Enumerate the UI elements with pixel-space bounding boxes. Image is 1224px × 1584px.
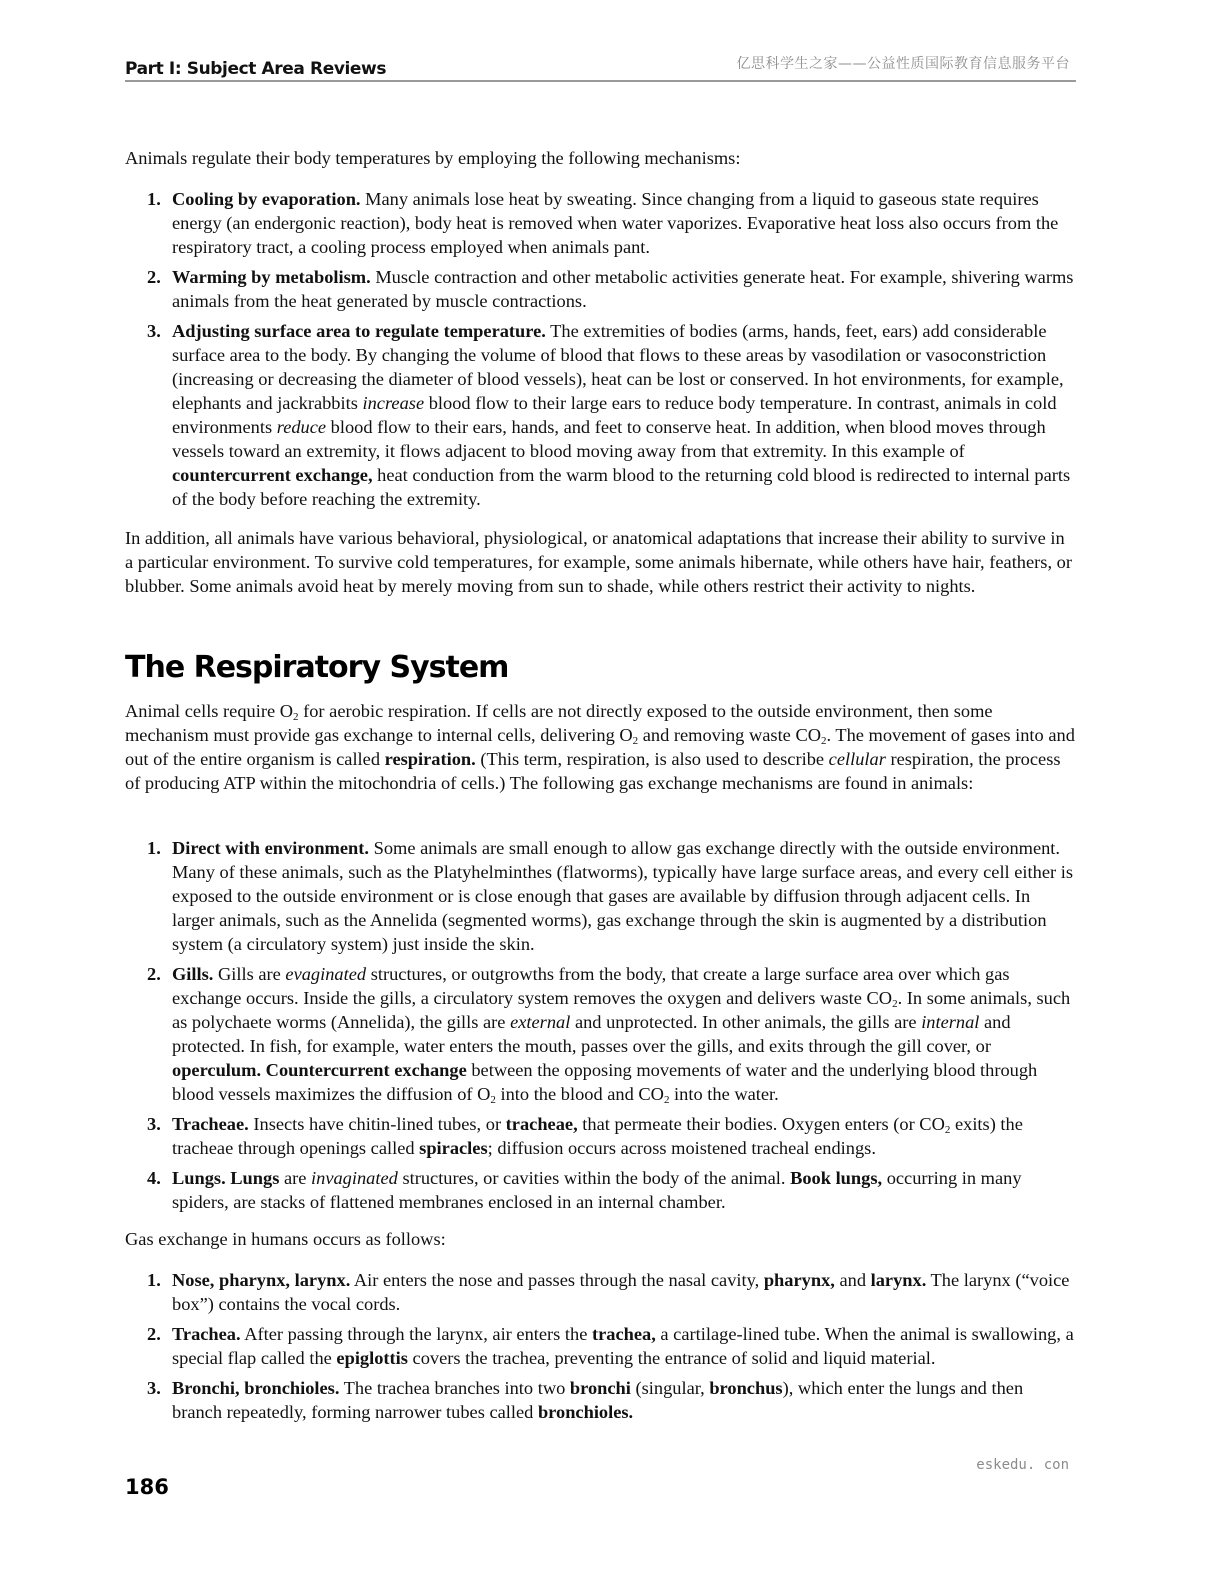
bold-term: Book lungs,	[790, 1168, 883, 1188]
italic-term: invaginated	[311, 1168, 398, 1188]
list-item: 4. Lungs. Lungs are invaginated structures, or cavities within the body of the animal. Book lungs, occurring in many spiders, are stacks of flattened membranes enclosed in an internal chamber.	[147, 1168, 1022, 1212]
list-number: 2.	[147, 964, 161, 984]
bold-term: Lungs. Lungs	[172, 1168, 280, 1188]
bold-term: Cooling by evaporation.	[172, 189, 361, 209]
bold-term: bronchioles.	[537, 1402, 634, 1422]
list-item: 2. Gills. Gills are evaginated structures, or outgrowths from the body, that create a large surface area over which gas exchange occurs. Inside the gills, a circulatory system removes the oxygen and delivers waste $CO_2$. In some animals, such as polychaete worms (Annelida), the gills are external and unprotected. In other animals, the gills are internal and protected. In fish, for example, water enters the mouth, passes over the gills, and exits through the gill cover, or operculum. Countercurrent exchange between the opposing movements of water and the underlying blood through blood vessels maximizes the diffusion of $O_2$ into the blood and $CO_2$ into the water.	[147, 964, 1071, 1106]
bold-term: Tracheae.	[172, 1114, 249, 1134]
bold-term: larynx.	[870, 1270, 927, 1290]
subscript: 2	[944, 1124, 951, 1136]
list-item: 1. Nose, pharynx, larynx. Air enters the nose and passes through the nasal cavity, pharynx, and larynx. The larynx (“voice box”) contains the vocal cords.	[147, 1270, 1070, 1314]
list-item: 1. Cooling by evaporation. Many animals lose heat by sweating. Since changing from a liquid to gaseous state requires energy (an endergonic reaction), body heat is removed when water vaporizes. Evaporative heat loss also occurs from the respiratory tract, a cooling process employed when animals pant.	[147, 189, 1059, 257]
subscript: 2	[892, 998, 898, 1010]
running-header	[125, 52, 1076, 82]
list-number: 2.	[147, 1324, 161, 1344]
bold-term: trachea,	[591, 1324, 656, 1344]
bold-term: Trachea.	[172, 1324, 241, 1344]
bold-term: bronchi	[569, 1378, 631, 1398]
human-gas-exchange-list	[125, 1268, 1077, 1430]
section-heading: The Respiratory System	[125, 650, 509, 685]
bold-term: spiracles	[419, 1138, 488, 1158]
part-title: Part I: Subject Area Reviews	[125, 59, 387, 79]
list-number: 2.	[147, 267, 161, 287]
list-number: 1.	[147, 838, 161, 858]
bold-term: respiration.	[384, 749, 476, 769]
intro-paragraph: Animals regulate their body temperatures by employing the following mechanisms:	[125, 148, 741, 168]
italic-term: reduce	[276, 417, 327, 437]
adaptations-paragraph: In addition, all animals have various behavioral, physiological, or anatomical adaptations that increase their ability to survive in a particular environment. To survive cold temperatures, for example, some animals hibernate, while others have hair, feathers, or blubber. Some animals avoid heat by merely moving from sun to shade, while others restrict their activity to nights.	[125, 528, 1072, 596]
subscript: 2	[821, 735, 827, 747]
humans-intro-paragraph: Gas exchange in humans occurs as follows:	[125, 1229, 446, 1249]
watermark-text: 亿思科学生之家——公益性质国际教育信息服务平台	[736, 56, 1070, 72]
subscript: 2	[490, 1094, 496, 1106]
italic-term: cellular	[828, 749, 886, 769]
bold-term: operculum. Countercurrent exchange	[172, 1060, 467, 1080]
footer-watermark-url: eskedu. con	[976, 1457, 1069, 1473]
bold-term: Bronchi, bronchioles.	[172, 1378, 340, 1398]
list-item: 1. Direct with environment. Some animals are small enough to allow gas exchange directly with the outside environment. Many of these animals, such as the Platyhelminthes (flatworms), typically have large surface areas, and every cell either is exposed to the outside environment or is close enough that gases are available by diffusion through adjacent cells. In larger animals, such as the Annelida (segmented worms), gas exchange through the skin is augmented by a distribution system (a circulatory system) just inside the skin.	[147, 838, 1073, 954]
respiration-intro-paragraph: Animal cells require $O_2$ for aerobic respiration. If cells are not directly exposed to the outside environment, then some mechanism must provide gas exchange to internal cells, delivering $O_2$ and removing waste $CO_2$. The movement of gases into and out of the entire organism is called respiration. (This term, respiration, is also used to describe cellular respiration, the process of producing ATP within the mitochondria of cells.) The following gas exchange mechanisms are found in animals:	[125, 701, 1075, 793]
bold-term: Direct with environment.	[172, 838, 369, 858]
list-item: 2. Trachea. After passing through the larynx, air enters the trachea, a cartilage-lined tube. When the animal is swallowing, a special flap called the epiglottis covers the trachea, preventing the entrance of solid and liquid material.	[147, 1324, 1074, 1368]
bold-term: countercurrent exchange,	[172, 465, 373, 485]
italic-term: increase	[362, 393, 425, 413]
bold-term: Nose, pharynx, larynx.	[172, 1270, 351, 1290]
list-number: 3.	[147, 321, 161, 341]
subscript: 2	[632, 735, 639, 747]
list-item: 3. Tracheae. Insects have chitin-lined tubes, or tracheae, that permeate their bodies. Oxygen enters (or $CO_2$ exits) the tracheae through openings called spiracles; diffusion occurs across moistened tracheal endings.	[147, 1114, 1023, 1158]
italic-term: internal	[921, 1012, 980, 1032]
list-number: 1.	[147, 1270, 161, 1290]
bold-term: Warming by metabolism.	[172, 267, 371, 287]
gas-exchange-mechanisms-list	[125, 836, 1077, 1220]
italic-term: evaginated	[285, 964, 367, 984]
bold-term: bronchus	[709, 1378, 783, 1398]
list-item: 3. Bronchi, bronchioles. The trachea branches into two bronchi (singular, bronchus), which enter the lungs and then branch repeatedly, forming narrower tubes called bronchioles.	[147, 1378, 1024, 1422]
bold-term: pharynx,	[763, 1270, 835, 1290]
list-item: 3. Adjusting surface area to regulate temperature. The extremities of bodies (arms, hands, feet, ears) add considerable surface area to the body. By changing the volume of blood that flows to these areas by vasodilation or vasoconstriction (increasing or decreasing the diameter of blood vessels), heat can be lost or conserved. In hot environments, for example, elephants and jackrabbits increase blood flow to their large ears to reduce body temperature. In contrast, animals in cold environments reduce blood flow to their ears, hands, and feet to conserve heat. In addition, when blood moves through vessels toward an extremity, it flows adjacent to blood moving away from that extremity. In this example of countercurrent exchange, heat conduction from the warm blood to the returning cold blood is redirected to internal parts of the body before reaching the extremity.	[147, 321, 1071, 509]
subscript: 2	[663, 1094, 670, 1106]
bold-term: Adjusting surface area to regulate temperature.	[172, 321, 546, 341]
bold-term: epiglottis	[336, 1348, 408, 1368]
subscript: 2	[293, 711, 299, 723]
bold-term: tracheae,	[505, 1114, 578, 1134]
list-number: 1.	[147, 189, 161, 209]
list-number: 3.	[147, 1378, 161, 1398]
list-number: 4.	[147, 1168, 161, 1188]
list-number: 3.	[147, 1114, 161, 1134]
bold-term: Gills.	[172, 964, 214, 984]
italic-term: external	[510, 1012, 571, 1032]
page-number: 186	[125, 1475, 169, 1499]
list-item: 2. Warming by metabolism. Muscle contraction and other metabolic activities generate heat. For example, shivering warms animals from the heat generated by muscle contractions.	[147, 267, 1074, 311]
temperature-mechanisms-list	[125, 187, 1077, 517]
